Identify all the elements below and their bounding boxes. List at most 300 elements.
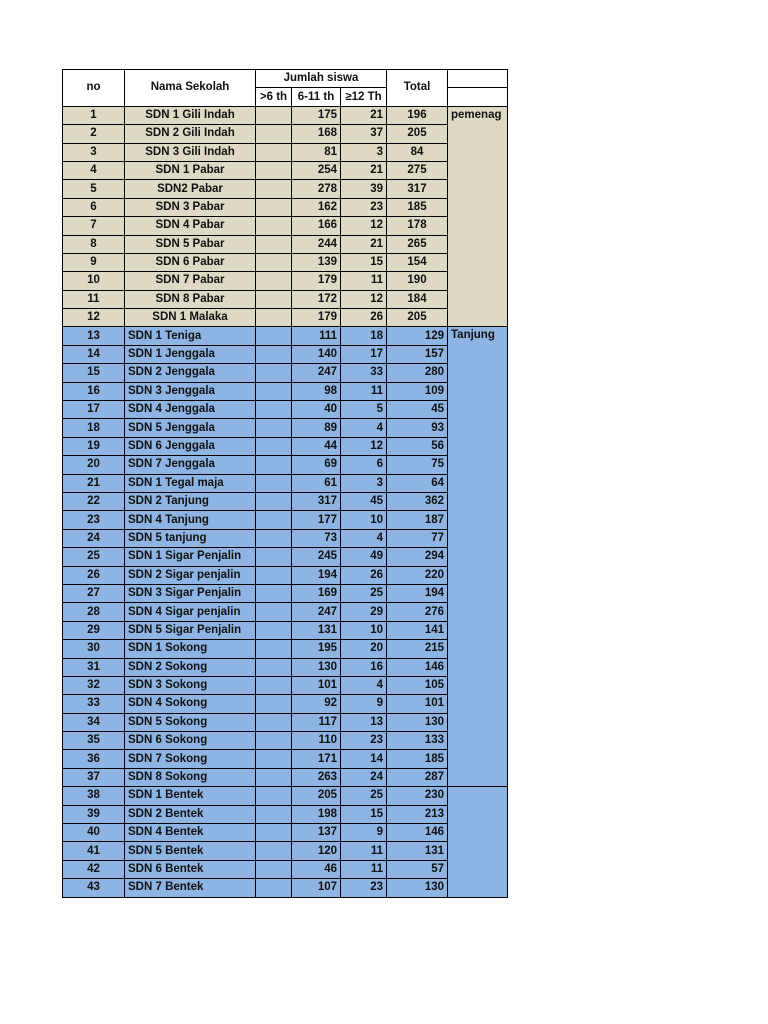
table-row [63,437,508,455]
school-name: SDN 5 Sokong [125,713,256,731]
count-6-11: 137 [292,824,341,842]
count-under-6 [256,787,292,805]
row-number: 36 [63,750,125,768]
table-row [63,529,508,547]
count-6-11: 140 [292,345,341,363]
count-under-6 [256,566,292,584]
count-6-11: 69 [292,456,341,474]
count-under-6 [256,860,292,878]
school-name: SDN 3 Sokong [125,676,256,694]
count-6-11: 92 [292,695,341,713]
count-6-11: 263 [292,768,341,786]
total-count: 131 [387,842,448,860]
count-6-11: 166 [292,217,341,235]
school-name: SDN 5 Pabar [125,235,256,253]
school-name: SDN 5 Sigar Penjalin [125,621,256,639]
count-6-11: 73 [292,529,341,547]
total-count: 287 [387,768,448,786]
table-row [63,768,508,786]
count-under-6 [256,548,292,566]
count-under-6 [256,750,292,768]
table-row [63,401,508,419]
row-number: 2 [63,125,125,143]
school-name: SDN 6 Jenggala [125,437,256,455]
table-row [63,603,508,621]
count-under-6 [256,345,292,363]
total-count: 109 [387,382,448,400]
total-count: 194 [387,584,448,602]
count-under-6 [256,290,292,308]
school-name: SDN 4 Pabar [125,217,256,235]
count-12-plus: 26 [341,309,387,327]
row-number: 8 [63,235,125,253]
count-under-6 [256,143,292,161]
row-number: 12 [63,309,125,327]
count-under-6 [256,401,292,419]
table-row [63,695,508,713]
count-under-6 [256,658,292,676]
total-count: 56 [387,437,448,455]
count-12-plus: 11 [341,382,387,400]
table-row [63,824,508,842]
row-number: 37 [63,768,125,786]
count-6-11: 111 [292,327,341,345]
count-under-6 [256,529,292,547]
count-6-11: 139 [292,253,341,271]
header-blank-top [448,70,508,88]
school-name: SDN 1 Gili Indah [125,106,256,124]
table-row [63,217,508,235]
row-number: 21 [63,474,125,492]
count-12-plus: 11 [341,272,387,290]
row-number: 7 [63,217,125,235]
count-12-plus: 11 [341,860,387,878]
table-row [63,253,508,271]
count-under-6 [256,824,292,842]
total-count: 184 [387,290,448,308]
table-row [63,143,508,161]
total-count: 93 [387,419,448,437]
school-name: SDN 3 Jenggala [125,382,256,400]
count-12-plus: 12 [341,437,387,455]
count-12-plus: 21 [341,235,387,253]
table-row [63,161,508,179]
count-6-11: 120 [292,842,341,860]
count-under-6 [256,253,292,271]
count-under-6 [256,382,292,400]
row-number: 31 [63,658,125,676]
table-row [63,676,508,694]
count-12-plus: 45 [341,492,387,510]
table-row [63,879,508,897]
row-number: 28 [63,603,125,621]
count-under-6 [256,640,292,658]
row-number: 20 [63,456,125,474]
row-number: 39 [63,805,125,823]
header-nama-sekolah: Nama Sekolah [125,70,256,107]
count-6-11: 117 [292,713,341,731]
school-name: SDN 6 Pabar [125,253,256,271]
total-count: 275 [387,161,448,179]
school-name: SDN 1 Pabar [125,161,256,179]
table-row [63,492,508,510]
count-12-plus: 11 [341,842,387,860]
total-count: 317 [387,180,448,198]
count-12-plus: 23 [341,198,387,216]
count-12-plus: 21 [341,161,387,179]
group-blank-bentek [448,787,508,897]
total-count: 185 [387,750,448,768]
table-row [63,658,508,676]
school-name: SDN 1 Tegal maja [125,474,256,492]
count-under-6 [256,695,292,713]
count-6-11: 168 [292,125,341,143]
count-under-6 [256,768,292,786]
count-under-6 [256,456,292,474]
school-name: SDN 2 Tanjung [125,492,256,510]
total-count: 205 [387,125,448,143]
count-6-11: 61 [292,474,341,492]
table-row [63,309,508,327]
school-name: SDN 2 Sokong [125,658,256,676]
total-count: 45 [387,401,448,419]
table-row [63,584,508,602]
row-number: 10 [63,272,125,290]
school-name: SDN 7 Pabar [125,272,256,290]
count-12-plus: 10 [341,511,387,529]
count-12-plus: 4 [341,529,387,547]
total-count: 101 [387,695,448,713]
count-under-6 [256,676,292,694]
row-number: 9 [63,253,125,271]
table-row [63,713,508,731]
count-12-plus: 12 [341,217,387,235]
school-name: SDN 2 Sigar penjalin [125,566,256,584]
count-under-6 [256,364,292,382]
count-12-plus: 39 [341,180,387,198]
count-6-11: 46 [292,860,341,878]
count-under-6 [256,713,292,731]
count-under-6 [256,879,292,897]
count-6-11: 169 [292,584,341,602]
count-6-11: 44 [292,437,341,455]
school-name: SDN 1 Sokong [125,640,256,658]
total-count: 57 [387,860,448,878]
table-row [63,456,508,474]
row-number: 18 [63,419,125,437]
total-count: 220 [387,566,448,584]
row-number: 43 [63,879,125,897]
row-number: 33 [63,695,125,713]
row-number: 29 [63,621,125,639]
row-number: 25 [63,548,125,566]
count-12-plus: 4 [341,676,387,694]
count-6-11: 131 [292,621,341,639]
row-number: 42 [63,860,125,878]
total-count: 84 [387,143,448,161]
school-name: SDN 4 Sokong [125,695,256,713]
total-count: 294 [387,548,448,566]
school-name: SDN 7 Sokong [125,750,256,768]
count-under-6 [256,437,292,455]
school-name: SDN 7 Jenggala [125,456,256,474]
table-row [63,290,508,308]
count-12-plus: 24 [341,768,387,786]
count-under-6 [256,584,292,602]
count-12-plus: 23 [341,879,387,897]
school-name: SDN 7 Bentek [125,879,256,897]
count-12-plus: 6 [341,456,387,474]
count-6-11: 245 [292,548,341,566]
row-number: 40 [63,824,125,842]
count-under-6 [256,805,292,823]
count-12-plus: 5 [341,401,387,419]
group-label-tanjung: Tanjung [448,327,508,787]
table-row [63,787,508,805]
row-number: 26 [63,566,125,584]
row-number: 16 [63,382,125,400]
count-12-plus: 16 [341,658,387,676]
table-row [63,750,508,768]
row-number: 22 [63,492,125,510]
header-age-6-11: 6-11 th [292,88,341,106]
count-12-plus: 33 [341,364,387,382]
school-name: SDN 4 Tanjung [125,511,256,529]
count-under-6 [256,603,292,621]
count-12-plus: 9 [341,824,387,842]
school-name: SDN 3 Gili Indah [125,143,256,161]
count-6-11: 254 [292,161,341,179]
count-12-plus: 4 [341,419,387,437]
school-name: SDN 4 Bentek [125,824,256,842]
school-name: SDN 1 Teniga [125,327,256,345]
row-number: 23 [63,511,125,529]
total-count: 265 [387,235,448,253]
table-row [63,125,508,143]
count-12-plus: 49 [341,548,387,566]
school-name: SDN 4 Sigar penjalin [125,603,256,621]
total-count: 230 [387,787,448,805]
student-count-table [62,69,508,898]
count-6-11: 205 [292,787,341,805]
row-number: 5 [63,180,125,198]
count-6-11: 244 [292,235,341,253]
count-12-plus: 23 [341,732,387,750]
count-6-11: 89 [292,419,341,437]
count-12-plus: 10 [341,621,387,639]
count-under-6 [256,474,292,492]
total-count: 157 [387,345,448,363]
header-total: Total [387,70,448,107]
count-12-plus: 37 [341,125,387,143]
table-row [63,805,508,823]
row-number: 41 [63,842,125,860]
count-6-11: 171 [292,750,341,768]
row-number: 24 [63,529,125,547]
table-row [63,272,508,290]
row-number: 6 [63,198,125,216]
count-under-6 [256,217,292,235]
row-number: 15 [63,364,125,382]
school-name: SDN 1 Jenggala [125,345,256,363]
count-12-plus: 13 [341,713,387,731]
count-under-6 [256,309,292,327]
count-6-11: 278 [292,180,341,198]
header-jumlah-siswa: Jumlah siswa [256,70,387,88]
header-age-lt6: >6 th [256,88,292,106]
table-row [63,382,508,400]
row-number: 32 [63,676,125,694]
count-under-6 [256,180,292,198]
count-12-plus: 3 [341,143,387,161]
school-name: SDN 1 Bentek [125,787,256,805]
table-row [63,640,508,658]
count-under-6 [256,492,292,510]
count-12-plus: 15 [341,805,387,823]
count-under-6 [256,125,292,143]
table-row [63,106,508,124]
header-age-ge12: ≥12 Th [341,88,387,106]
count-under-6 [256,419,292,437]
row-number: 17 [63,401,125,419]
row-number: 4 [63,161,125,179]
count-6-11: 172 [292,290,341,308]
count-12-plus: 9 [341,695,387,713]
header-blank-bottom [448,88,508,106]
total-count: 215 [387,640,448,658]
school-name: SDN 3 Pabar [125,198,256,216]
total-count: 130 [387,879,448,897]
table-row [63,419,508,437]
school-name: SDN 5 Jenggala [125,419,256,437]
count-6-11: 247 [292,603,341,621]
row-number: 38 [63,787,125,805]
count-6-11: 179 [292,272,341,290]
total-count: 280 [387,364,448,382]
count-6-11: 130 [292,658,341,676]
count-6-11: 107 [292,879,341,897]
count-6-11: 198 [292,805,341,823]
count-under-6 [256,272,292,290]
count-12-plus: 18 [341,327,387,345]
count-6-11: 177 [292,511,341,529]
row-number: 11 [63,290,125,308]
count-under-6 [256,161,292,179]
count-under-6 [256,621,292,639]
school-name: SDN 5 Bentek [125,842,256,860]
total-count: 205 [387,309,448,327]
table-row [63,474,508,492]
count-6-11: 317 [292,492,341,510]
school-name: SDN 3 Sigar Penjalin [125,584,256,602]
count-12-plus: 29 [341,603,387,621]
row-number: 3 [63,143,125,161]
school-name: SDN 1 Sigar Penjalin [125,548,256,566]
row-number: 27 [63,584,125,602]
count-6-11: 247 [292,364,341,382]
school-name: SDN 2 Gili Indah [125,125,256,143]
count-6-11: 162 [292,198,341,216]
school-name: SDN 6 Sokong [125,732,256,750]
school-name: SDN 8 Pabar [125,290,256,308]
school-name: SDN 1 Malaka [125,309,256,327]
table-row [63,345,508,363]
count-6-11: 175 [292,106,341,124]
table-row [63,327,508,345]
total-count: 64 [387,474,448,492]
table-row [63,621,508,639]
count-6-11: 194 [292,566,341,584]
count-12-plus: 3 [341,474,387,492]
total-count: 77 [387,529,448,547]
total-count: 75 [387,456,448,474]
count-12-plus: 25 [341,787,387,805]
school-name: SDN 8 Sokong [125,768,256,786]
row-number: 34 [63,713,125,731]
school-name: SDN 2 Bentek [125,805,256,823]
row-number: 19 [63,437,125,455]
school-name: SDN 5 tanjung [125,529,256,547]
total-count: 178 [387,217,448,235]
total-count: 130 [387,713,448,731]
school-name: SDN 6 Bentek [125,860,256,878]
count-12-plus: 25 [341,584,387,602]
school-name: SDN2 Pabar [125,180,256,198]
total-count: 196 [387,106,448,124]
table-row [63,566,508,584]
count-6-11: 110 [292,732,341,750]
total-count: 362 [387,492,448,510]
table-row [63,842,508,860]
row-number: 14 [63,345,125,363]
count-12-plus: 17 [341,345,387,363]
count-12-plus: 26 [341,566,387,584]
total-count: 146 [387,824,448,842]
count-12-plus: 20 [341,640,387,658]
count-12-plus: 21 [341,106,387,124]
count-6-11: 179 [292,309,341,327]
count-6-11: 81 [292,143,341,161]
table-row [63,860,508,878]
total-count: 105 [387,676,448,694]
count-under-6 [256,327,292,345]
table-row [63,180,508,198]
group-label-pemenag: pemenag [448,106,508,327]
table-row [63,732,508,750]
total-count: 133 [387,732,448,750]
row-number: 30 [63,640,125,658]
count-6-11: 40 [292,401,341,419]
table-row [63,511,508,529]
count-12-plus: 14 [341,750,387,768]
count-6-11: 195 [292,640,341,658]
row-number: 35 [63,732,125,750]
count-12-plus: 12 [341,290,387,308]
total-count: 146 [387,658,448,676]
count-6-11: 101 [292,676,341,694]
total-count: 213 [387,805,448,823]
school-name: SDN 2 Jenggala [125,364,256,382]
count-under-6 [256,235,292,253]
total-count: 276 [387,603,448,621]
count-under-6 [256,842,292,860]
row-number: 1 [63,106,125,124]
header-row-1 [63,70,508,88]
school-name: SDN 4 Jenggala [125,401,256,419]
count-6-11: 98 [292,382,341,400]
table-row [63,364,508,382]
row-number: 13 [63,327,125,345]
